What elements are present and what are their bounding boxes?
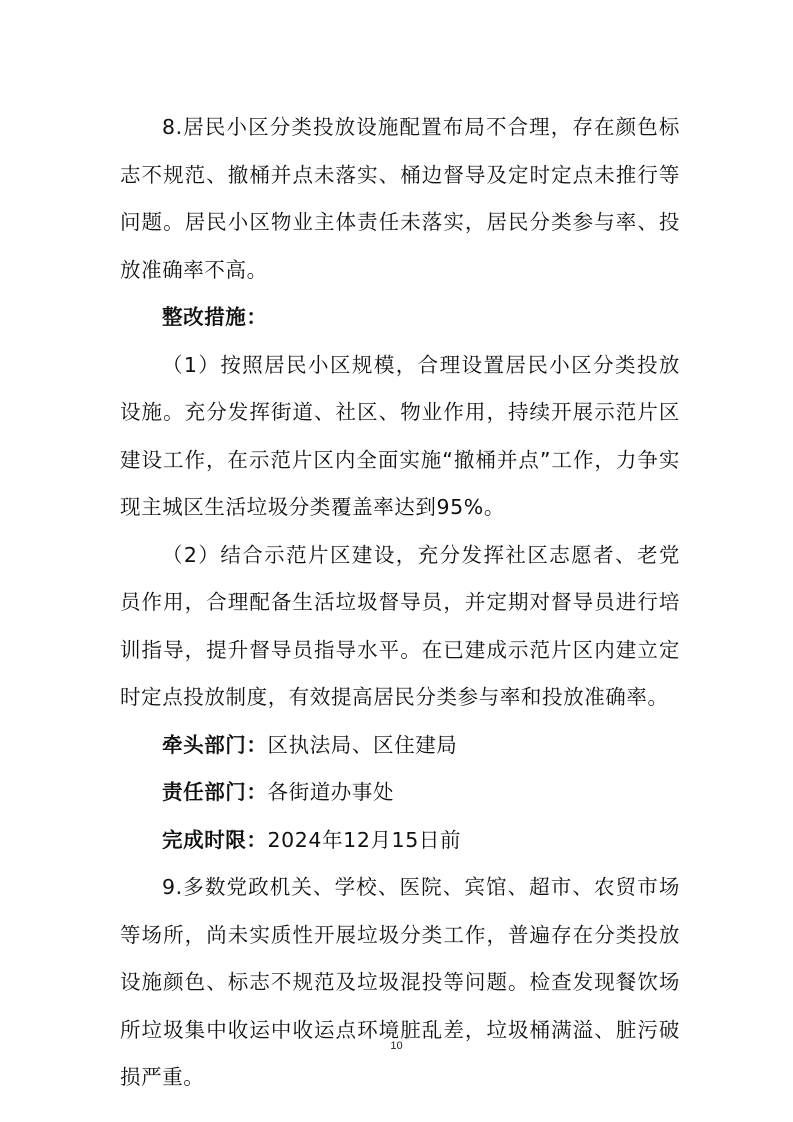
lead-department-line [120, 722, 680, 770]
page-number: 10 [390, 1040, 403, 1052]
lead-department-value: 区执法局、区住建局 [267, 732, 458, 757]
responsible-department-value: 各街道办事处 [267, 780, 395, 804]
measures-heading: 整改措施： [162, 305, 268, 329]
lead-department-label: 牵头部门： [162, 732, 268, 757]
responsible-department-line [120, 769, 680, 817]
responsible-department-label: 责任部门： [162, 780, 268, 804]
deadline-label: 完成时限： [162, 827, 268, 852]
deadline-line [120, 817, 680, 865]
issue-8-paragraph: 8.居民小区分类投放设施配置布局不合理，存在颜色标志不规范、撤桶并点未落实、桶边督导及定时定点未推行等问题。居民小区物业主体责任未落实，居民分类参与率、投放准确率不高。 [120, 115, 680, 282]
deadline-value: 2024年12月15日前 [267, 827, 462, 852]
measure-1-paragraph: （1）按照居民小区规模，合理设置居民小区分类投放设施。充分发挥街道、社区、物业作用，持续开展示范片区建设工作，在示范片区内全面实施“撤桶并点”工作，力争实现主城区生活垃圾分类覆盖率达到95%。 [120, 352, 680, 519]
document-body [120, 104, 680, 1102]
measure-2-paragraph: （2）结合示范片区建设，充分发挥社区志愿者、老党员作用，合理配备生活垃圾督导员，并定期对督导员进行培训指导，提升督导员指导水平。在已建成示范片区内建立定时定点投放制度，有效提高居民分类参与率和投放准确率。 [120, 542, 680, 709]
issue-9-paragraph: 9.多数党政机关、学校、医院、宾馆、超市、农贸市场等场所，尚未实质性开展垃圾分类工作，普遍存在分类投放设施颜色、标志不规范及垃圾混投等问题。检查发现餐饮场所垃圾集中收运中收运点环境脏乱差，垃圾桶满溢、脏污破损严重。 [120, 875, 680, 1089]
